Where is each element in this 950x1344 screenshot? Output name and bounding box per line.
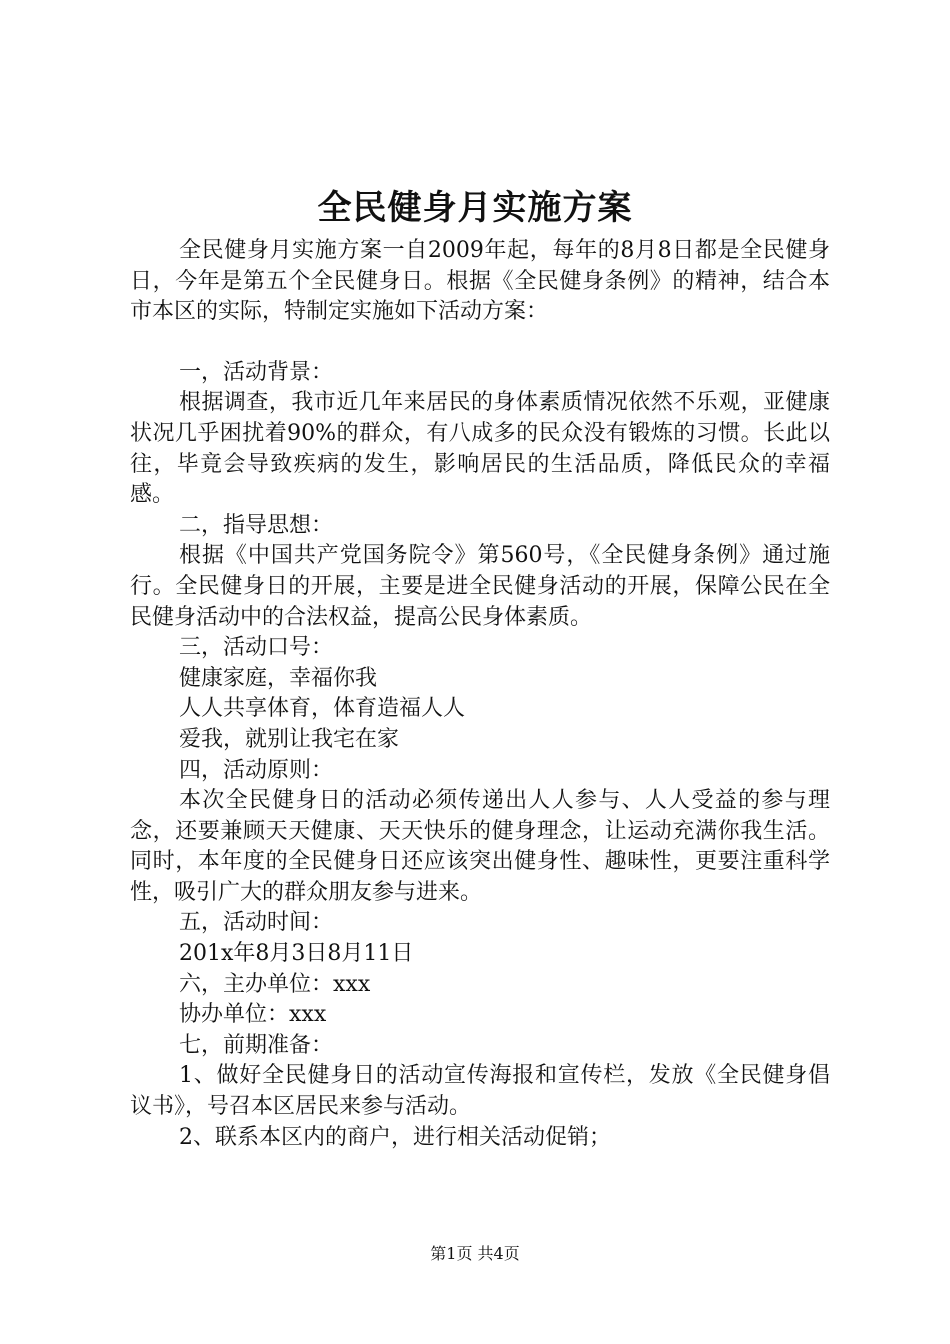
slogan-item: 爱我，就别让我宅在家 — [179, 726, 400, 752]
section-heading-time: 五，活动时间： — [179, 910, 334, 936]
co-organizer-line: 协办单位：xxx — [179, 1002, 327, 1028]
section-heading-principle: 四，活动原则： — [179, 757, 334, 783]
organizer-line: 六，主办单位：xxx — [179, 971, 371, 997]
paragraph-gap — [130, 328, 830, 358]
section-text-principle: 本次全民健身日的活动必须传递出人人参与、人人受益的参与理念，还要兼顾天天健康、天天快乐的健身理念，让运动充满你我生活。同时，本年度的全民健身日还应该突出健身性、趣味性，更要注重科学性，吸引广大的群众朋友参与进来。 — [130, 788, 830, 905]
section-text-guidance: 根据《中国共产党国务院令》第560号，《全民健身条例》通过施行。全民健身日的开展，主要是进全民健身活动的开展，保障公民在全民健身活动中的合法权益，提高公民身体素质。 — [130, 543, 830, 630]
section-heading-background: 一，活动背景： — [179, 359, 334, 385]
section-heading-slogan: 三，活动口号： — [179, 635, 334, 661]
intro-paragraph: 全民健身月实施方案一自2009年起，每年的8月8日都是全民健身日，今年是第五个全民健身日。根据《全民健身条例》的精神，结合本市本区的实际，特制定实施如下活动方案： — [130, 238, 830, 325]
document-title: 全民健身月实施方案 — [317, 188, 633, 228]
section-text-background: 根据调查，我市近几年来居民的身体素质情况依然不乐观，亚健康状况几乎困扰着90%的群众，有八成多的民众没有锻炼的习惯。长此以往，毕竟会导致疾病的发生，影响居民的生活品质，降低民众的幸福感。 — [130, 390, 830, 508]
page-footer: 第1页 共4页 — [430, 1244, 520, 1263]
section-text-time: 201x年8月3日8月11日 — [179, 941, 414, 967]
section-heading-prep: 七，前期准备： — [179, 1032, 334, 1058]
prep-item: 1、做好全民健身日的活动宣传海报和宣传栏，发放《全民健身倡议书》，号召本区居民来参与活动。 — [130, 1063, 830, 1120]
slogan-item: 人人共享体育，体育造福人人 — [179, 696, 466, 722]
slogan-item: 健康家庭，幸福你我 — [179, 665, 378, 691]
prep-item: 2、联系本区内的商户，进行相关活动促销； — [179, 1124, 611, 1150]
document-body — [130, 236, 830, 1153]
section-heading-guidance: 二，指导思想： — [179, 512, 334, 538]
